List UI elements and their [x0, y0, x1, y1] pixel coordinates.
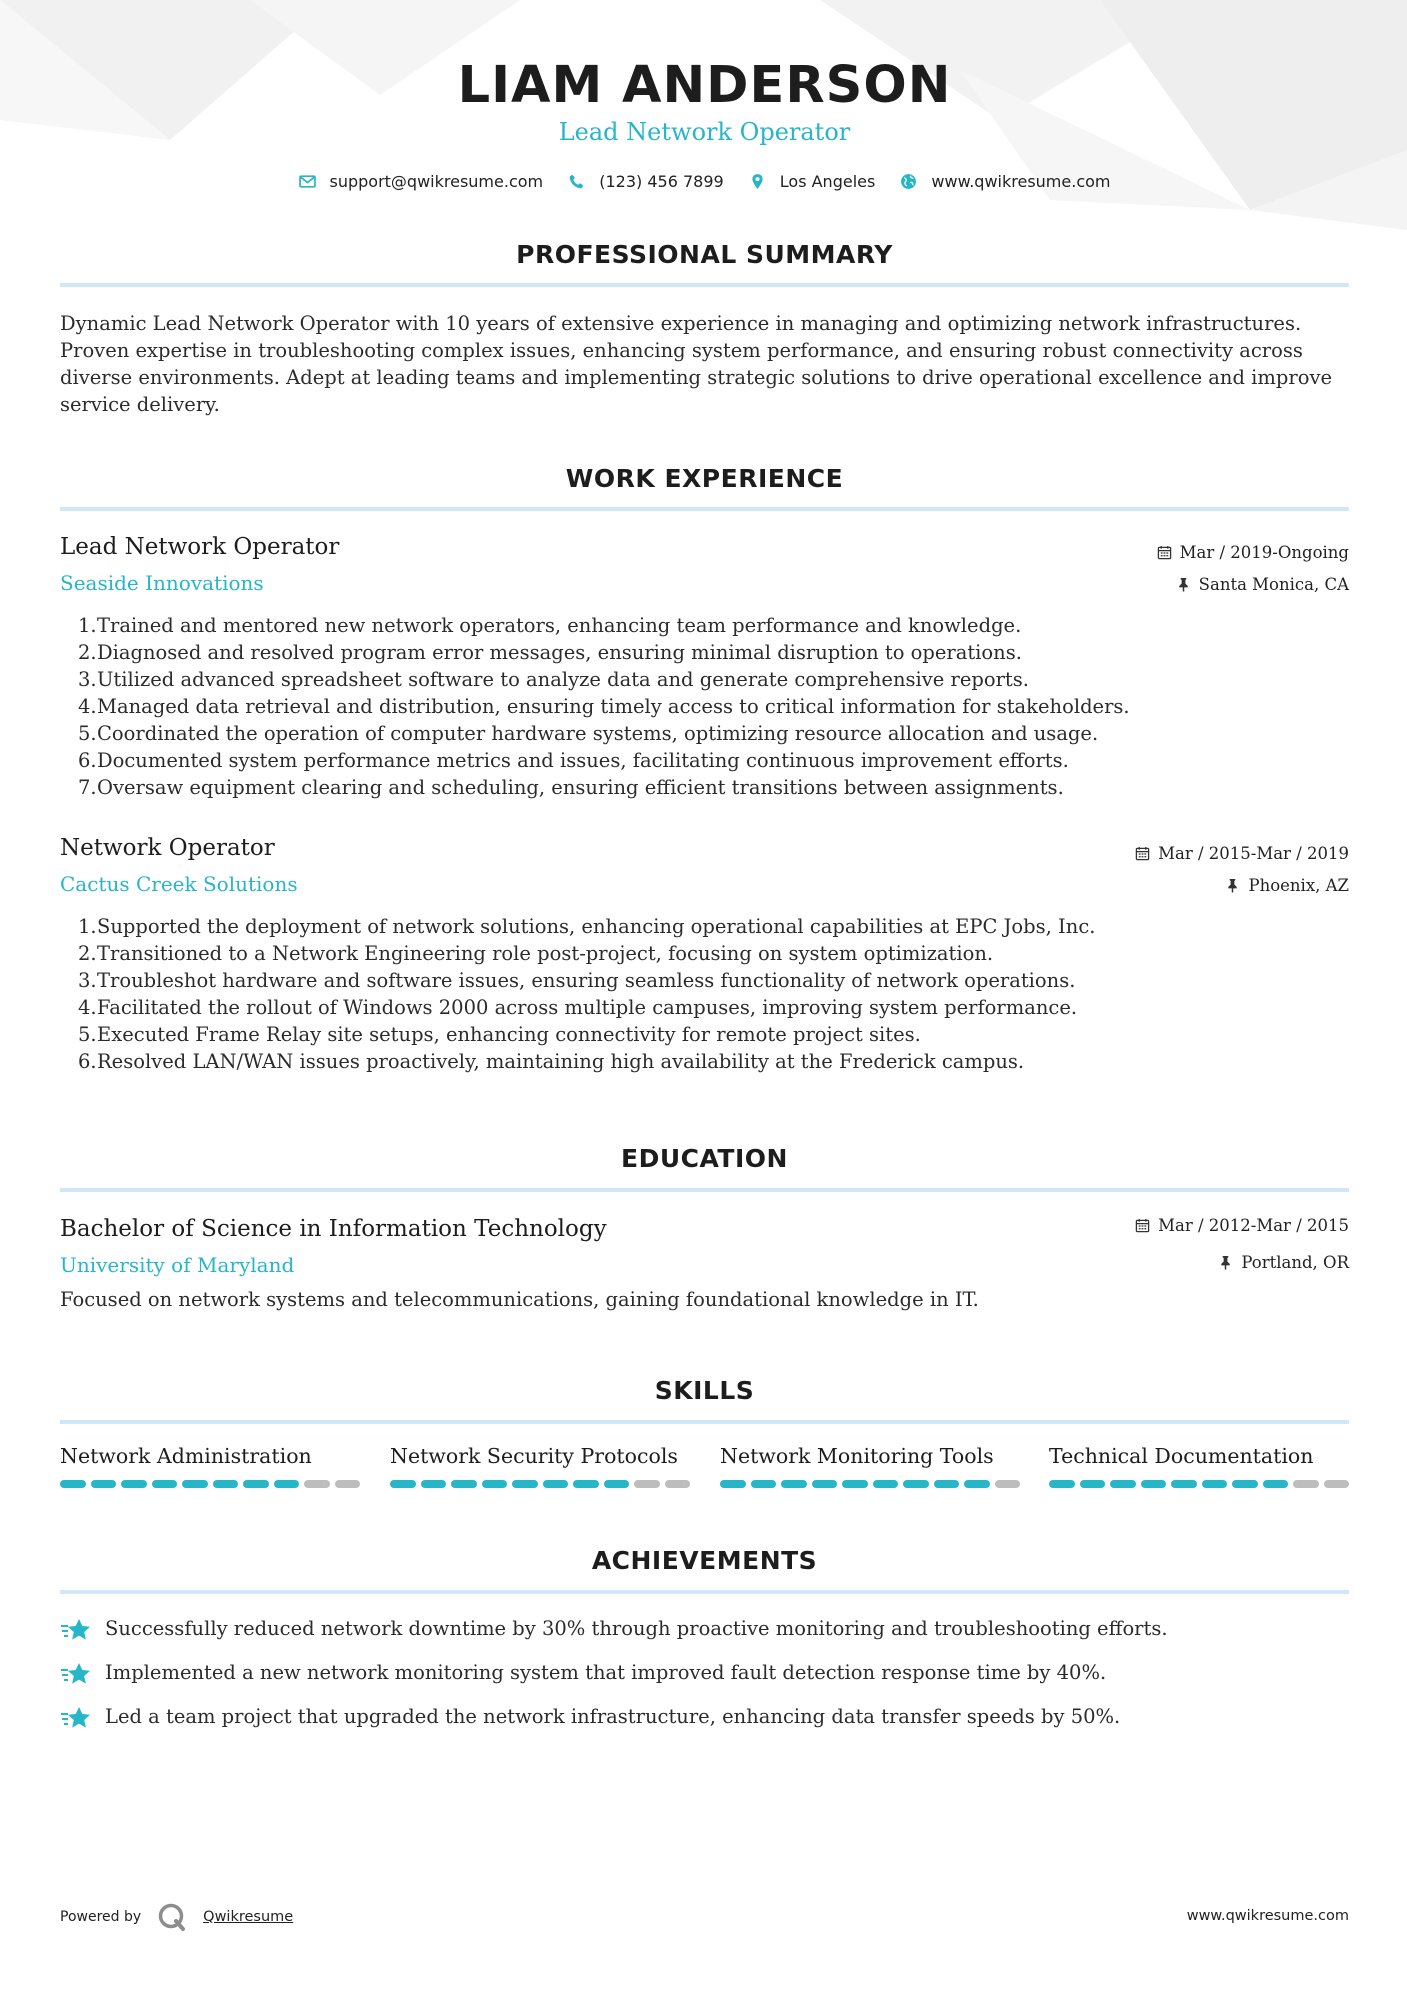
- skill-segment-filled: [390, 1480, 416, 1488]
- education-location: [1218, 1253, 1349, 1272]
- skill-segment-filled: [274, 1480, 300, 1488]
- skill-item: [720, 1444, 1020, 1488]
- skill-segment-filled: [842, 1480, 868, 1488]
- list-item: 2.Transitioned to a Network Engineering role post-project, focusing on system optimization.: [78, 942, 994, 965]
- skill-segment-filled: [873, 1480, 899, 1488]
- contact-phone-text: (123) 456 7899: [599, 172, 724, 191]
- experience-divider: [60, 507, 1349, 511]
- skill-segment-filled: [751, 1480, 777, 1488]
- skill-segment-filled: [1202, 1480, 1228, 1488]
- list-item: 6.Documented system performance metrics and issues, facilitating continuous improvement efforts.: [78, 749, 1069, 772]
- job-company: Seaside Innovations: [60, 571, 264, 595]
- education-dates: [1135, 1216, 1349, 1235]
- candidate-title: Lead Network Operator: [558, 118, 851, 146]
- list-item: 2.Diagnosed and resolved program error messages, ensuring minimal disruption to operations.: [78, 641, 1022, 664]
- skill-segment-filled: [451, 1480, 477, 1488]
- list-item: 7.Oversaw equipment clearing and scheduling, ensuring efficient transitions between assignments.: [78, 776, 1064, 799]
- skill-segment-filled: [934, 1480, 960, 1488]
- summary-divider: [60, 283, 1349, 287]
- skill-segment-filled: [121, 1480, 147, 1488]
- education-school: University of Maryland: [60, 1253, 295, 1277]
- skill-label: Network Security Protocols: [390, 1444, 678, 1468]
- calendar-icon: [1135, 846, 1150, 861]
- job-company: Cactus Creek Solutions: [60, 872, 298, 896]
- skill-item: [1049, 1444, 1349, 1488]
- job-title: Network Operator: [60, 835, 275, 861]
- skill-segment-filled: [60, 1480, 86, 1488]
- job-bullets: [60, 913, 1367, 1075]
- skill-label: Technical Documentation: [1049, 1444, 1314, 1468]
- job-location-text: Phoenix, AZ: [1248, 876, 1349, 895]
- skills-divider: [60, 1420, 1349, 1424]
- calendar-icon: [1157, 545, 1172, 560]
- education-description: Focused on network systems and telecommunications, gaining foundational knowledge in IT.: [60, 1288, 979, 1311]
- skill-segment-empty: [634, 1480, 660, 1488]
- achievement-text: Implemented a new network monitoring system that improved fault detection response time by 40%.: [105, 1661, 1107, 1684]
- skill-label: Network Administration: [60, 1444, 312, 1468]
- skill-segment-empty: [1293, 1480, 1319, 1488]
- skill-rating-bar: [720, 1480, 1020, 1488]
- skill-segment-filled: [213, 1480, 239, 1488]
- skill-segment-filled: [543, 1480, 569, 1488]
- list-item: 4.Facilitated the rollout of Windows 2000 across multiple campuses, improving system performance.: [78, 996, 1078, 1019]
- contact-email-text: support@qwikresume.com: [329, 172, 544, 191]
- skill-segment-filled: [243, 1480, 269, 1488]
- skill-rating-bar: [1049, 1480, 1349, 1488]
- skill-segment-filled: [1080, 1480, 1106, 1488]
- qwikresume-link[interactable]: Qwikresume: [203, 1909, 294, 1925]
- skill-segment-filled: [512, 1480, 538, 1488]
- candidate-name: LIAM ANDERSON: [457, 56, 952, 115]
- job-location-text: Santa Monica, CA: [1198, 575, 1349, 594]
- achievement-text: Led a team project that upgraded the network infrastructure, enhancing data transfer speeds by 50%.: [105, 1705, 1121, 1728]
- skill-segment-filled: [781, 1480, 807, 1488]
- skill-segment-filled: [152, 1480, 178, 1488]
- skill-segment-filled: [1232, 1480, 1258, 1488]
- education-degree: Bachelor of Science in Information Technology: [60, 1216, 607, 1242]
- qwikresume-logo-icon: [157, 1902, 187, 1932]
- skill-rating-bar: [60, 1480, 360, 1488]
- contact-location-text: Los Angeles: [779, 172, 876, 191]
- skill-segment-filled: [91, 1480, 117, 1488]
- skill-segment-empty: [995, 1480, 1021, 1488]
- skill-segment-filled: [573, 1480, 599, 1488]
- achievements-heading: ACHIEVEMENTS: [591, 1546, 818, 1575]
- star-icon: [60, 1705, 92, 1733]
- skill-segment-empty: [665, 1480, 691, 1488]
- skill-segment-filled: [720, 1480, 746, 1488]
- pushpin-icon: [1218, 1255, 1233, 1270]
- job-dates: [1135, 844, 1349, 863]
- job-dates: [1157, 543, 1349, 562]
- skill-segment-empty: [1324, 1480, 1350, 1488]
- job-bullets: [60, 612, 1367, 801]
- list-item: 6.Resolved LAN/WAN issues proactively, maintaining high availability at the Frederick campus.: [78, 1050, 1025, 1073]
- education-location-text: Portland, OR: [1241, 1253, 1349, 1272]
- skill-segment-filled: [604, 1480, 630, 1488]
- email-icon: [299, 173, 316, 190]
- star-icon: [60, 1661, 92, 1689]
- list-item: 4.Managed data retrieval and distribution, ensuring timely access to critical information for stakeholders.: [78, 695, 1130, 718]
- list-item: 5.Executed Frame Relay site setups, enhancing connectivity for remote project sites.: [78, 1023, 921, 1046]
- skill-segment-filled: [1263, 1480, 1289, 1488]
- footer-website[interactable]: www.qwikresume.com: [1186, 1908, 1349, 1924]
- globe-icon: [900, 173, 917, 190]
- contact-website[interactable]: [900, 172, 1110, 191]
- calendar-icon: [1135, 1218, 1150, 1233]
- contact-website-text: www.qwikresume.com: [931, 172, 1111, 191]
- skill-segment-filled: [182, 1480, 208, 1488]
- pushpin-icon: [1176, 577, 1191, 592]
- list-item: 3.Troubleshot hardware and software issues, ensuring seamless functionality of network operations.: [78, 969, 1076, 992]
- phone-icon: [568, 173, 585, 190]
- job-location: [1225, 876, 1349, 895]
- summary-text: Dynamic Lead Network Operator with 10 years of extensive experience in managing and optimizing network infrastructures. Proven expertise in troubleshooting complex issues, enhancing system performance, and ensuring robust connectivity across diverse environments. Adept at leading teams and implementing strategic solutions to drive operational excellence and improve service delivery.: [60, 312, 1333, 416]
- skill-segment-filled: [903, 1480, 929, 1488]
- achievements-divider: [60, 1590, 1349, 1594]
- skill-label: Network Monitoring Tools: [720, 1444, 994, 1468]
- job-dates-text: Mar / 2015-Mar / 2019: [1158, 844, 1349, 863]
- contact-phone[interactable]: [568, 172, 723, 191]
- skills-heading: SKILLS: [654, 1376, 755, 1405]
- star-icon: [60, 1617, 92, 1645]
- location-pin-icon: [749, 173, 766, 190]
- list-item: 3.Utilized advanced spreadsheet software to analyze data and generate comprehensive reports.: [78, 668, 1029, 691]
- skill-segment-filled: [482, 1480, 508, 1488]
- skill-rating-bar: [390, 1480, 690, 1488]
- job-title: Lead Network Operator: [60, 534, 340, 560]
- skill-segment-empty: [304, 1480, 330, 1488]
- skill-segment-filled: [421, 1480, 447, 1488]
- skill-segment-filled: [1141, 1480, 1167, 1488]
- contact-location: [749, 172, 876, 191]
- skill-item: [390, 1444, 690, 1488]
- skill-segment-filled: [1049, 1480, 1075, 1488]
- experience-heading: WORK EXPERIENCE: [565, 464, 844, 493]
- contact-email[interactable]: [299, 172, 544, 191]
- list-item: 1.Trained and mentored new network operators, enhancing team performance and knowledge.: [78, 614, 1022, 637]
- summary-heading: PROFESSIONAL SUMMARY: [516, 240, 893, 269]
- skill-item: [60, 1444, 360, 1488]
- education-dates-text: Mar / 2012-Mar / 2015: [1158, 1216, 1349, 1235]
- skill-segment-empty: [335, 1480, 361, 1488]
- education-divider: [60, 1188, 1349, 1192]
- skill-segment-filled: [964, 1480, 990, 1488]
- pushpin-icon: [1225, 878, 1240, 893]
- achievement-text: Successfully reduced network downtime by 30% through proactive monitoring and troubleshooting efforts.: [105, 1617, 1168, 1640]
- list-item: 5.Coordinated the operation of computer hardware systems, optimizing resource allocation and usage.: [78, 722, 1099, 745]
- powered-by-label: Powered by: [60, 1909, 142, 1925]
- skill-segment-filled: [812, 1480, 838, 1488]
- contact-bar: [60, 172, 1349, 191]
- job-location: [1176, 575, 1349, 594]
- footer-powered-by: [60, 1902, 293, 1932]
- education-heading: EDUCATION: [621, 1144, 788, 1173]
- skill-segment-filled: [1110, 1480, 1136, 1488]
- job-dates-text: Mar / 2019-Ongoing: [1179, 543, 1349, 562]
- list-item: 1.Supported the deployment of network solutions, enhancing operational capabilities at EPC Jobs, Inc.: [78, 915, 1096, 938]
- skill-segment-filled: [1171, 1480, 1197, 1488]
